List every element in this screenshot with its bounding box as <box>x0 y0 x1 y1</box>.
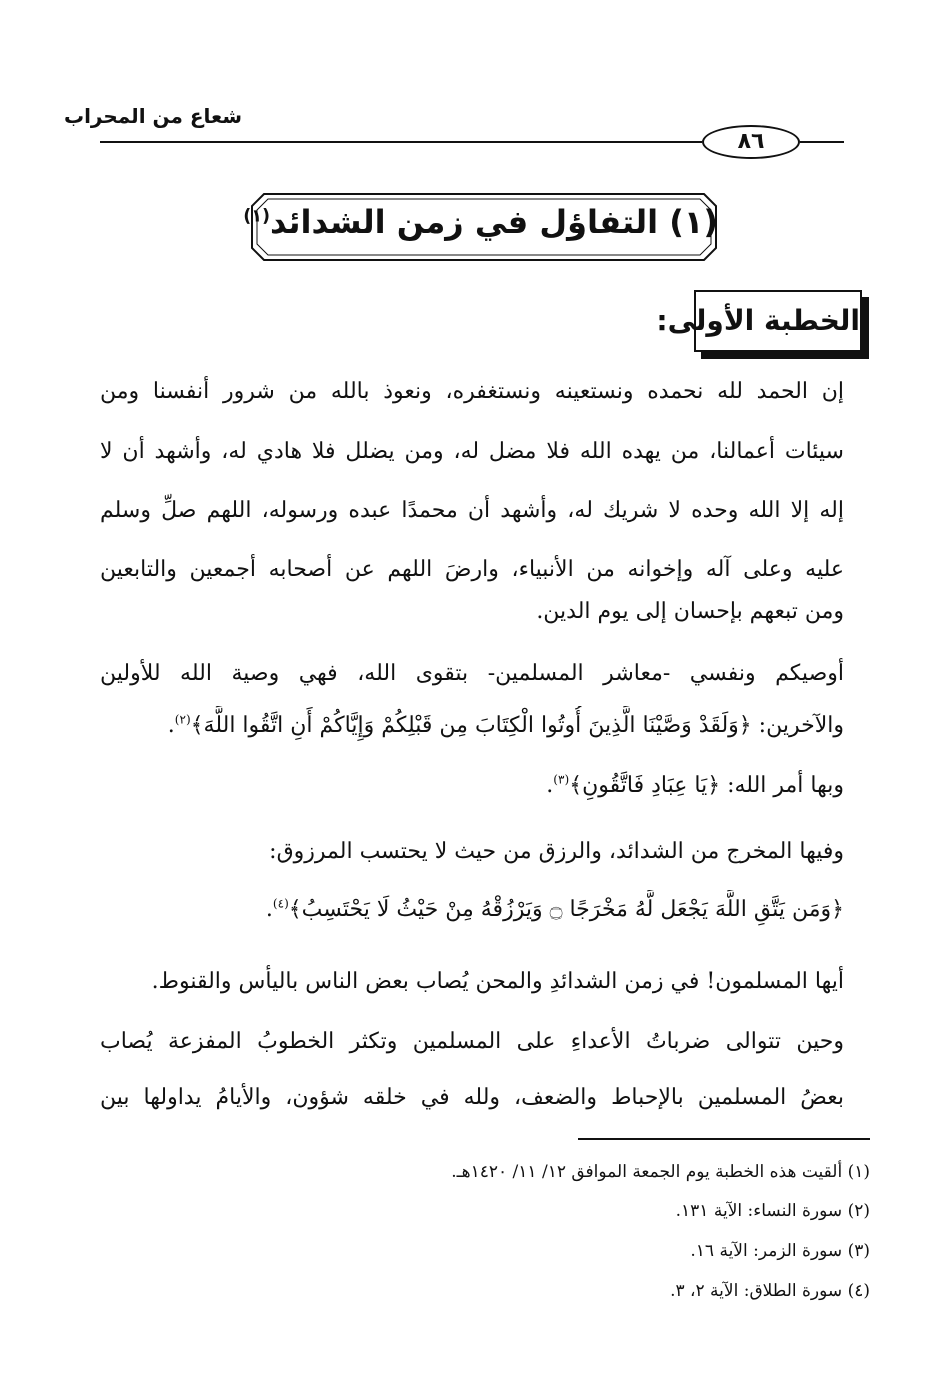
quran-verse-line: وبها أمر الله: ﴿يَا عِبَادِ فَاتَّقُونِ﴾ <box>569 773 844 798</box>
footnote-ref: (٤) <box>272 896 289 911</box>
body-line: ﴿وَمَن يَتَّقِ اللَّهَ يَجْعَل لَّهُ مَخْرَجًا ۝ وَيَرْزُقْهُ مِنْ حَيْثُ لَا يَحْتَسِبُ﴾$^{(٤)}$. <box>265 896 844 922</box>
footnote: (٢) سورة النساء: الآية ١٣١. <box>675 1201 870 1221</box>
quran-verse-line: والآخرين: ﴿وَلَقَدْ وَصَّيْنَا الَّذِينَ أُوتُوا الْكِتَابَ مِن قَبْلِكُمْ وَإِيَّاكُمْ أَنِ اتَّقُوا اللَّهَ﴾ <box>190 713 844 738</box>
quran-verse-line: ﴿وَمَن يَتَّقِ اللَّهَ يَجْعَل لَّهُ مَخْرَجًا ۝ وَيَرْزُقْهُ مِنْ حَيْثُ لَا يَحْتَسِبُ﴾ <box>288 897 844 922</box>
body-line: إله إلا الله وحده لا شريك له، وأشهد أن محمدًا عبده ورسوله، اللهم صلِّ وسلم <box>100 498 844 523</box>
section-heading: الخطبة الأولى: <box>694 290 862 352</box>
chapter-title-frame <box>243 192 718 262</box>
chapter-title-text: (١) التفاؤل في زمن الشدائد <box>270 203 718 241</box>
body-line: ومن تبعهم بإحسان إلى يوم الدين. <box>536 599 844 624</box>
footnote-ref: (١) <box>243 206 271 227</box>
body-line: وبها أمر الله: ﴿يَا عِبَادِ فَاتَّقُونِ﴾$^{(٣)}$. <box>546 772 844 798</box>
footnote: (٤) سورة الطلاق: الآية ٢، ٣. <box>670 1281 870 1301</box>
body-line: بعضُ المسلمين بالإحباط والضعف، ولله في خلقه شؤون، والأيامُ يداولها بين <box>100 1085 844 1110</box>
chapter-title <box>243 192 718 254</box>
header-rule <box>100 141 702 143</box>
body-line: سيئات أعمالنا، من يهده الله فلا مضل له، ومن يضلل فلا هادي له، وأشهد أن لا <box>100 439 844 464</box>
body-line: والآخرين: ﴿وَلَقَدْ وَصَّيْنَا الَّذِينَ أُوتُوا الْكِتَابَ مِن قَبْلِكُمْ وَإِيَّاكُمْ أَنِ اتَّقُوا اللَّهَ﴾$^{(٢)}$. <box>167 712 844 738</box>
footnote: (١) ألقيت هذه الخطبة يوم الجمعة الموافق ١٢/ ١١/ ١٤٢٠هـ. <box>451 1162 870 1182</box>
body-line: عليه وعلى آله وإخوانه من الأنبياء، وارضَ اللهم عن أصحابه أجمعين والتابعين <box>100 557 844 582</box>
footnote-ref: (٣) <box>553 772 570 787</box>
header-rule <box>800 141 844 143</box>
body-line: وحين تتوالى ضرباتُ الأعداءِ على المسلمين وتكثر الخطوبُ المفزعة يُصاب <box>100 1029 844 1054</box>
footnote: (٣) سورة الزمر: الآية ١٦. <box>690 1241 870 1261</box>
body-line: وفيها المخرج من الشدائد، والرزق من حيث لا يحتسب المرزوق: <box>269 839 844 864</box>
body-line: أيها المسلمون! في زمن الشدائدِ والمحن يُصاب بعض الناس باليأس والقنوط. <box>151 969 844 994</box>
body-line: إن الحمد لله نحمده ونستعينه ونستغفره، ونعوذ بالله من شرور أنفسنا ومن <box>100 379 844 404</box>
footnote-ref: (٢) <box>174 712 191 727</box>
page-number: ٨٦ <box>702 125 800 159</box>
footnote-separator <box>578 1138 870 1140</box>
running-header: شعاع من المحراب <box>63 104 242 128</box>
body-line: أوصيكم ونفسي -معاشر المسلمين- بتقوى الله، فهي وصية الله للأولين <box>100 661 844 686</box>
